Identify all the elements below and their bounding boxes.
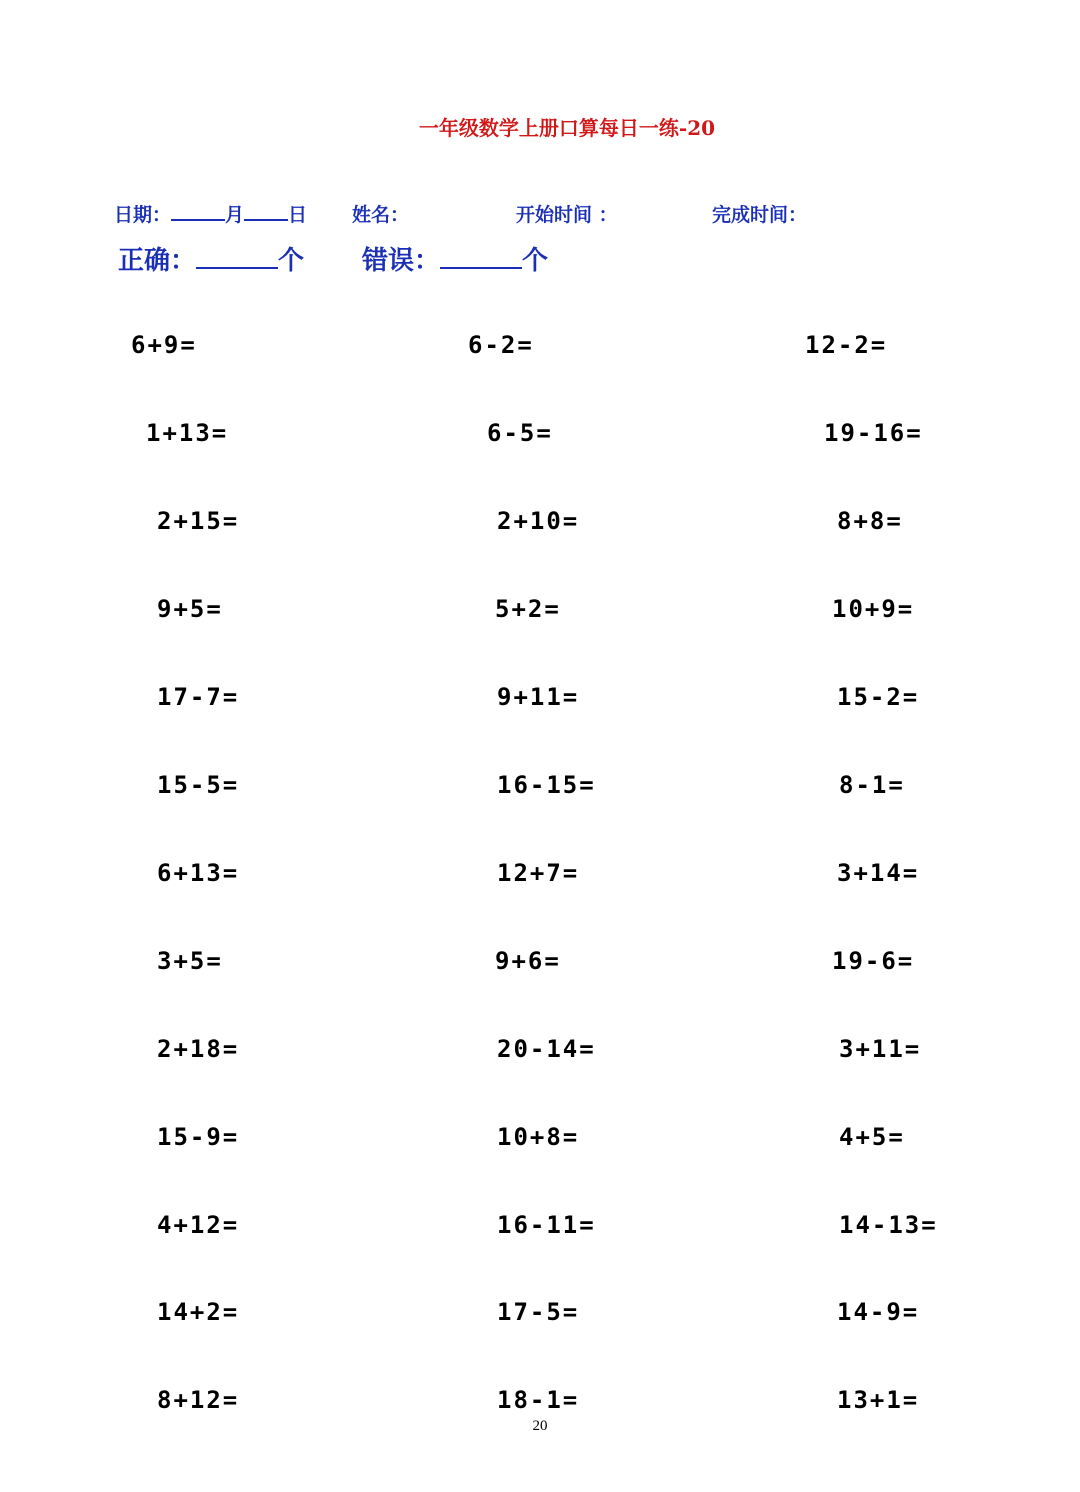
math-problem: 14-9= (837, 1298, 920, 1326)
math-problem: 9+11= (497, 683, 580, 711)
math-problem: 8+8= (837, 507, 903, 535)
wrong-field (362, 240, 548, 277)
day-blank[interactable] (244, 219, 288, 221)
math-problem: 10+9= (832, 595, 915, 623)
math-problem: 16-15= (497, 771, 596, 799)
math-problem: 9+6= (495, 947, 561, 975)
math-problem: 8+12= (157, 1386, 240, 1414)
correct-label: 正确： (118, 246, 197, 276)
math-problem: 4+5= (839, 1123, 905, 1151)
math-problem: 1+13= (146, 419, 229, 447)
math-problem: 2+10= (497, 507, 580, 535)
date-label: 日期： (114, 204, 172, 226)
page-number: 20 (532, 1418, 548, 1434)
math-problem: 9+5= (157, 595, 223, 623)
math-problem: 6-5= (487, 419, 553, 447)
math-problem: 20-14= (497, 1035, 596, 1063)
correct-field (118, 240, 304, 277)
worksheet-title: 一年级数学上册口算每日一练-20 (418, 116, 716, 140)
correct-blank[interactable] (196, 267, 278, 269)
start-time-label: 开始时间 ： (516, 204, 618, 226)
math-problem: 12+7= (497, 859, 580, 887)
math-problem: 2+18= (157, 1035, 240, 1063)
math-problem: 17-7= (157, 683, 240, 711)
math-problem: 15-9= (157, 1123, 240, 1151)
math-problem: 14-13= (839, 1211, 938, 1239)
math-problem: 6-2= (468, 331, 534, 359)
month-blank[interactable] (171, 219, 225, 221)
math-problem: 17-5= (497, 1298, 580, 1326)
day-label: 日 (288, 204, 308, 226)
month-label: 月 (225, 204, 245, 226)
math-problem: 18-1= (497, 1386, 580, 1414)
math-problem: 4+12= (157, 1211, 240, 1239)
correct-unit: 个 (278, 246, 305, 276)
math-problem: 6+9= (131, 331, 197, 359)
math-problem: 3+14= (837, 859, 920, 887)
math-problem: 12-2= (805, 331, 888, 359)
math-problem: 6+13= (157, 859, 240, 887)
math-problem: 13+1= (837, 1386, 920, 1414)
math-problem: 19-6= (832, 947, 915, 975)
math-problem: 5+2= (495, 595, 561, 623)
math-problem: 15-2= (837, 683, 920, 711)
math-problem: 8-1= (839, 771, 905, 799)
name-label: 姓名： (352, 204, 410, 226)
math-problem: 10+8= (497, 1123, 580, 1151)
math-problem: 19-16= (824, 419, 923, 447)
wrong-label: 错误： (362, 246, 441, 276)
math-problem: 16-11= (497, 1211, 596, 1239)
math-problem: 3+5= (157, 947, 223, 975)
math-problem: 14+2= (157, 1298, 240, 1326)
date-field (114, 200, 307, 227)
wrong-unit: 个 (522, 246, 549, 276)
math-problem: 15-5= (157, 771, 240, 799)
math-problem: 3+11= (839, 1035, 922, 1063)
math-problem: 2+15= (157, 507, 240, 535)
wrong-blank[interactable] (440, 267, 522, 269)
finish-time-label: 完成时间： (712, 204, 808, 226)
